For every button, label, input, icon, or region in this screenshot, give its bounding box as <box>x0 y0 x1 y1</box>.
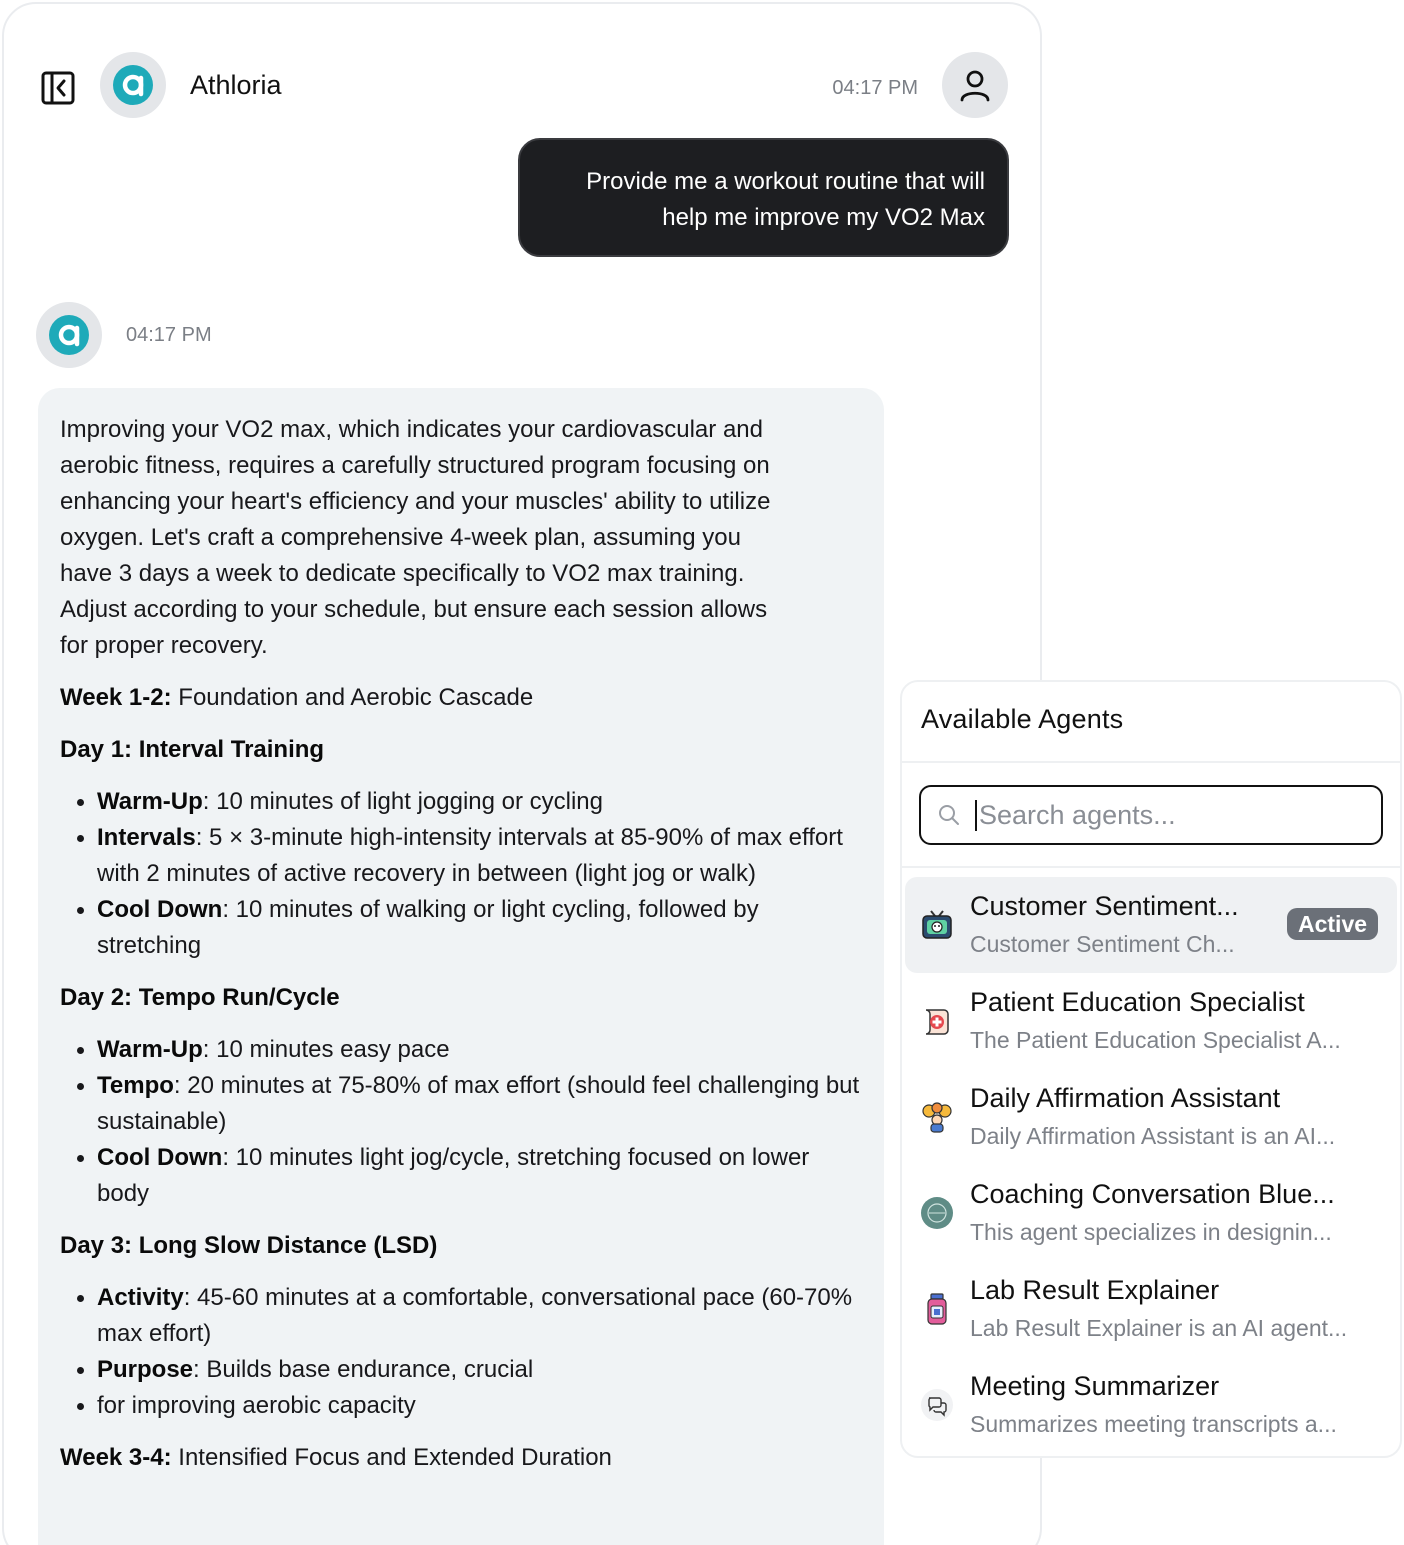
list-item: Intervals: 5 × 3-minute high-intensity intervals at 85-90% of max effort with 2 minutes of active recovery in between (light jog or walk) <box>97 820 862 892</box>
list-item: Warm-Up: 10 minutes easy pace <box>97 1032 862 1068</box>
agent-list <box>905 877 1397 1453</box>
agent-name: Patient Education Specialist <box>970 987 1305 1017</box>
athloria-logo-icon <box>49 315 89 355</box>
user-message-line: Provide me a workout routine that will <box>586 168 985 195</box>
agent-item-customer-sentiment[interactable] <box>905 877 1397 973</box>
bot-message-timestamp: 04:17 PM <box>126 324 212 346</box>
active-badge: Active <box>1287 908 1378 940</box>
user-message-timestamp: 04:17 PM <box>832 77 918 99</box>
agent-item-daily-affirmation[interactable] <box>905 1069 1397 1165</box>
agent-description: This agent specializes in designin... <box>970 1219 1332 1245</box>
list-item: Tempo: 20 minutes at 75-80% of max effort (should feel challenging but sustainable) <box>97 1068 862 1140</box>
intro-line: aerobic fitness, requires a carefully structured program focusing on <box>60 452 770 479</box>
coaching-logo-icon <box>919 1195 955 1231</box>
list-item: Activity: 45-60 minutes at a comfortable, conversational pace (60-70% max effort) <box>97 1280 862 1352</box>
app-title: Athloria <box>190 70 282 100</box>
available-agents-panel <box>900 680 1402 1458</box>
intro-line: enhancing your heart's efficiency and your muscles' ability to utilize <box>60 488 771 515</box>
agent-description: Daily Affirmation Assistant is an AI... <box>970 1123 1336 1149</box>
week-label: Week 3-4: <box>60 1444 172 1471</box>
day-heading <box>60 980 862 1016</box>
agent-description: Lab Result Explainer is an AI agent... <box>970 1315 1348 1341</box>
search-icon <box>937 803 961 827</box>
search-agents-input[interactable] <box>975 800 1375 831</box>
agent-name: Lab Result Explainer <box>970 1275 1220 1305</box>
lab-bottle-icon <box>919 1291 955 1327</box>
intro-line: have 3 days a week to dedicate specifically to VO2 max training. <box>60 560 745 587</box>
chat-window <box>2 2 1042 1545</box>
agent-item-meeting-summarizer[interactable] <box>905 1357 1397 1453</box>
agent-description: Summarizes meeting transcripts a... <box>970 1411 1337 1437</box>
user-avatar[interactable] <box>942 52 1008 118</box>
divider <box>902 866 1400 868</box>
bot-intro-paragraph <box>60 412 862 664</box>
collapse-sidebar-button[interactable] <box>38 68 78 108</box>
list-item: for improving aerobic capacity <box>97 1388 862 1424</box>
agent-item-patient-education[interactable] <box>905 973 1397 1069</box>
divider <box>902 761 1400 763</box>
bot-avatar <box>36 302 102 368</box>
intro-line: Adjust according to your schedule, but ensure each session allows <box>60 596 768 623</box>
agent-name: Coaching Conversation Blue... <box>970 1179 1335 1209</box>
day1-list <box>60 784 862 964</box>
agent-name: Customer Sentiment... <box>970 891 1239 921</box>
user-message-line: help me improve my VO2 Max <box>662 204 985 231</box>
day-title: Day 1: Interval Training <box>60 736 325 763</box>
week-text: Foundation and Aerobic Cascade <box>171 684 534 711</box>
agent-item-coaching-conversation[interactable] <box>905 1165 1397 1261</box>
chat-bubbles-icon <box>919 1387 955 1423</box>
agent-name: Daily Affirmation Assistant <box>970 1083 1281 1113</box>
agent-name: Meeting Summarizer <box>970 1371 1220 1401</box>
day-title: Day 2: Tempo Run/Cycle <box>60 984 340 1011</box>
week-label: Week 1-2: <box>60 684 172 711</box>
week-text: Intensified Focus and Extended Duration <box>171 1444 612 1471</box>
day-heading <box>60 1228 862 1264</box>
bot-message-bubble <box>38 388 884 1545</box>
user-message-bubble <box>518 138 1009 257</box>
list-item: Cool Down: 10 minutes light jog/cycle, stretching focused on lower body <box>97 1140 862 1212</box>
agent-description: Customer Sentiment Ch... <box>970 931 1235 957</box>
intro-line: Improving your VO2 max, which indicates your cardiovascular and <box>60 416 763 443</box>
tv-robot-icon <box>919 907 955 943</box>
app-logo-avatar <box>100 52 166 118</box>
week-heading <box>60 1440 862 1476</box>
week-heading <box>60 680 862 716</box>
affirmation-icon <box>919 1099 955 1135</box>
sidebar-collapse-icon <box>40 70 76 106</box>
user-icon <box>958 68 992 102</box>
panel-title: Available Agents <box>921 704 1124 734</box>
day-heading <box>60 732 862 768</box>
agent-description: The Patient Education Specialist A... <box>970 1027 1341 1053</box>
list-item: Warm-Up: 10 minutes of light jogging or cycling <box>97 784 862 820</box>
day2-list <box>60 1032 862 1212</box>
day-title: Day 3: Long Slow Distance (LSD) <box>60 1232 438 1259</box>
intro-line: oxygen. Let's craft a comprehensive 4-week plan, assuming you <box>60 524 741 551</box>
list-item: Cool Down: 10 minutes of walking or light cycling, followed by stretching <box>97 892 862 964</box>
medical-scroll-icon <box>919 1003 955 1039</box>
list-item: Purpose: Builds base endurance, crucial <box>97 1352 862 1388</box>
day3-list <box>60 1280 862 1424</box>
agent-item-lab-result-explainer[interactable] <box>905 1261 1397 1357</box>
search-box[interactable] <box>919 785 1383 845</box>
athloria-logo-icon <box>113 65 153 105</box>
intro-line: for proper recovery. <box>60 632 268 659</box>
